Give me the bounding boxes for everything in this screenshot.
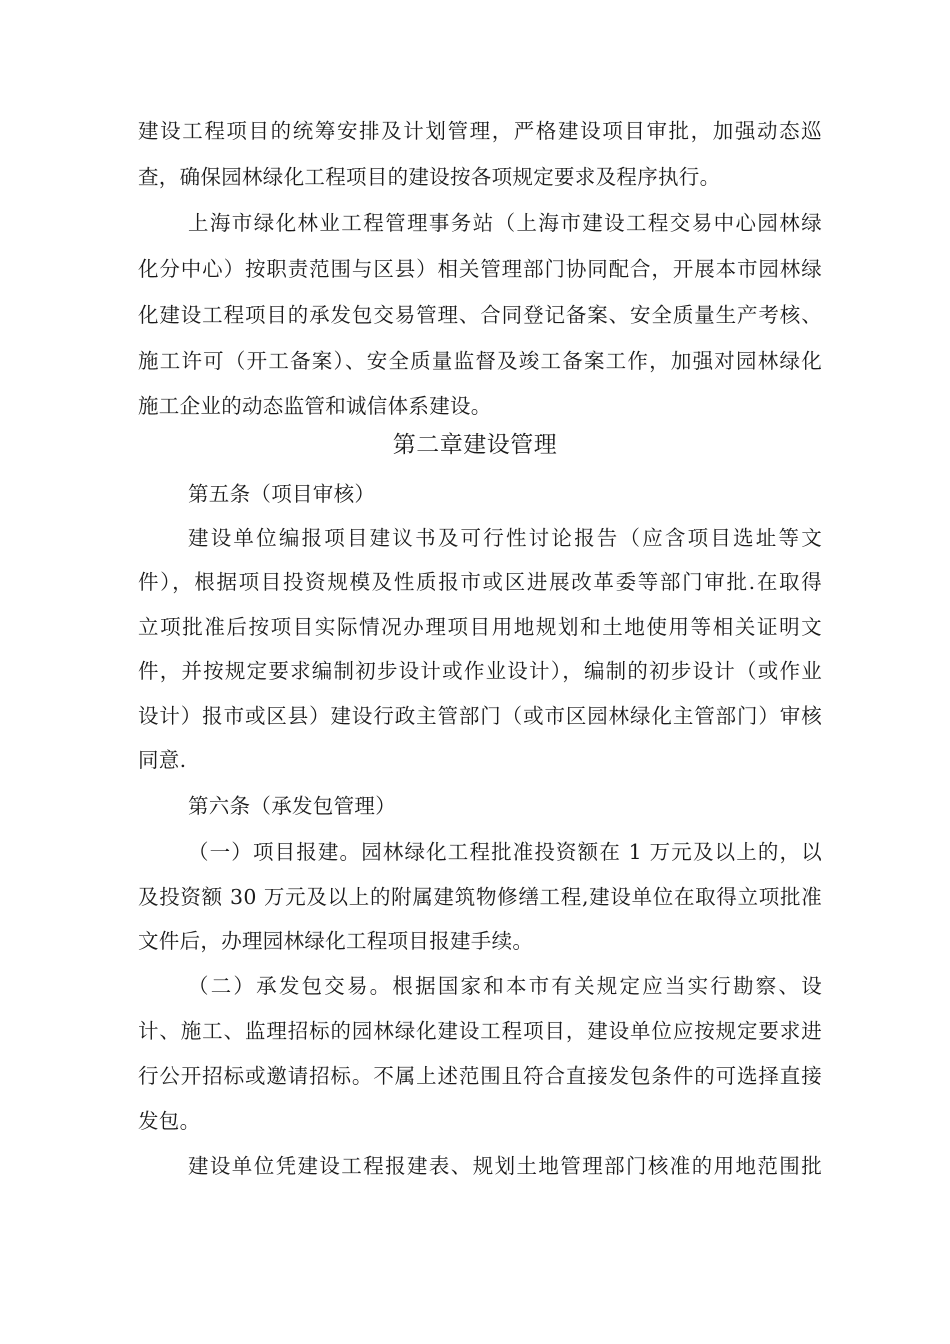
paragraph-line: 查，确保园林绿化工程项目的建设按各项规定要求及程序执行。 [138, 165, 721, 189]
article-title: 第五条（项目审核） [188, 482, 376, 506]
paragraph-line: 建设单位凭建设工程报建表、规划土地管理部门核准的用地范围批 [188, 1154, 822, 1178]
paragraph-line: 同意. [138, 748, 187, 772]
paragraph-line: 建设单位编报项目建议书及可行性讨论报告（应含项目选址等文 [188, 526, 822, 550]
paragraph-line: 立项批准后按项目实际情况办理项目用地规划和土地使用等相关证明文 [138, 615, 822, 639]
paragraph-line: （一）项目报建。园林绿化工程批准投资额在 1 万元及以上的，以 [188, 840, 822, 864]
paragraph-line: 行公开招标或邀请招标。不属上述范围且符合直接发包条件的可选择直接 [138, 1064, 822, 1088]
paragraph-line: 施工企业的动态监管和诚信体系建设。 [138, 394, 492, 418]
paragraph-line: （二）承发包交易。根据国家和本市有关规定应当实行勘察、设 [188, 974, 822, 998]
paragraph-line: 施工许可（开工备案）、安全质量监督及竣工备案工作，加强对园林绿化 [138, 349, 822, 373]
paragraph-line: 计、施工、监理招标的园林绿化建设工程项目，建设单位应按规定要求进 [138, 1019, 822, 1043]
paragraph-line: 件），根据项目投资规模及性质报市或区进展改革委等部门审批.在取得 [138, 570, 822, 594]
paragraph-line: 发包。 [138, 1109, 201, 1133]
chapter-title: 第二章建设管理 [392, 432, 558, 458]
paragraph-line: 件，并按规定要求编制初步设计或作业设计），编制的初步设计（或作业 [138, 659, 822, 683]
paragraph-line: 化分中心）按职责范围与区县）相关管理部门协同配合，开展本市园林绿 [138, 257, 822, 281]
paragraph-line: 化建设工程项目的承发包交易管理、合同登记备案、安全质量生产考核、 [138, 303, 822, 327]
paragraph-line: 及投资额 30 万元及以上的附属建筑物修缮工程,建设单位在取得立项批准 [138, 885, 822, 909]
paragraph-line: 建设工程项目的统筹安排及计划管理，严格建设项目审批，加强动态巡 [138, 119, 822, 143]
paragraph-line: 文件后，办理园林绿化工程项目报建手续。 [138, 929, 534, 953]
paragraph-line: 设计）报市或区县）建设行政主管部门（或市区园林绿化主管部门）审核 [138, 704, 822, 728]
article-title: 第六条（承发包管理） [188, 794, 396, 818]
paragraph-line: 上海市绿化林业工程管理事务站（上海市建设工程交易中心园林绿 [188, 211, 822, 235]
